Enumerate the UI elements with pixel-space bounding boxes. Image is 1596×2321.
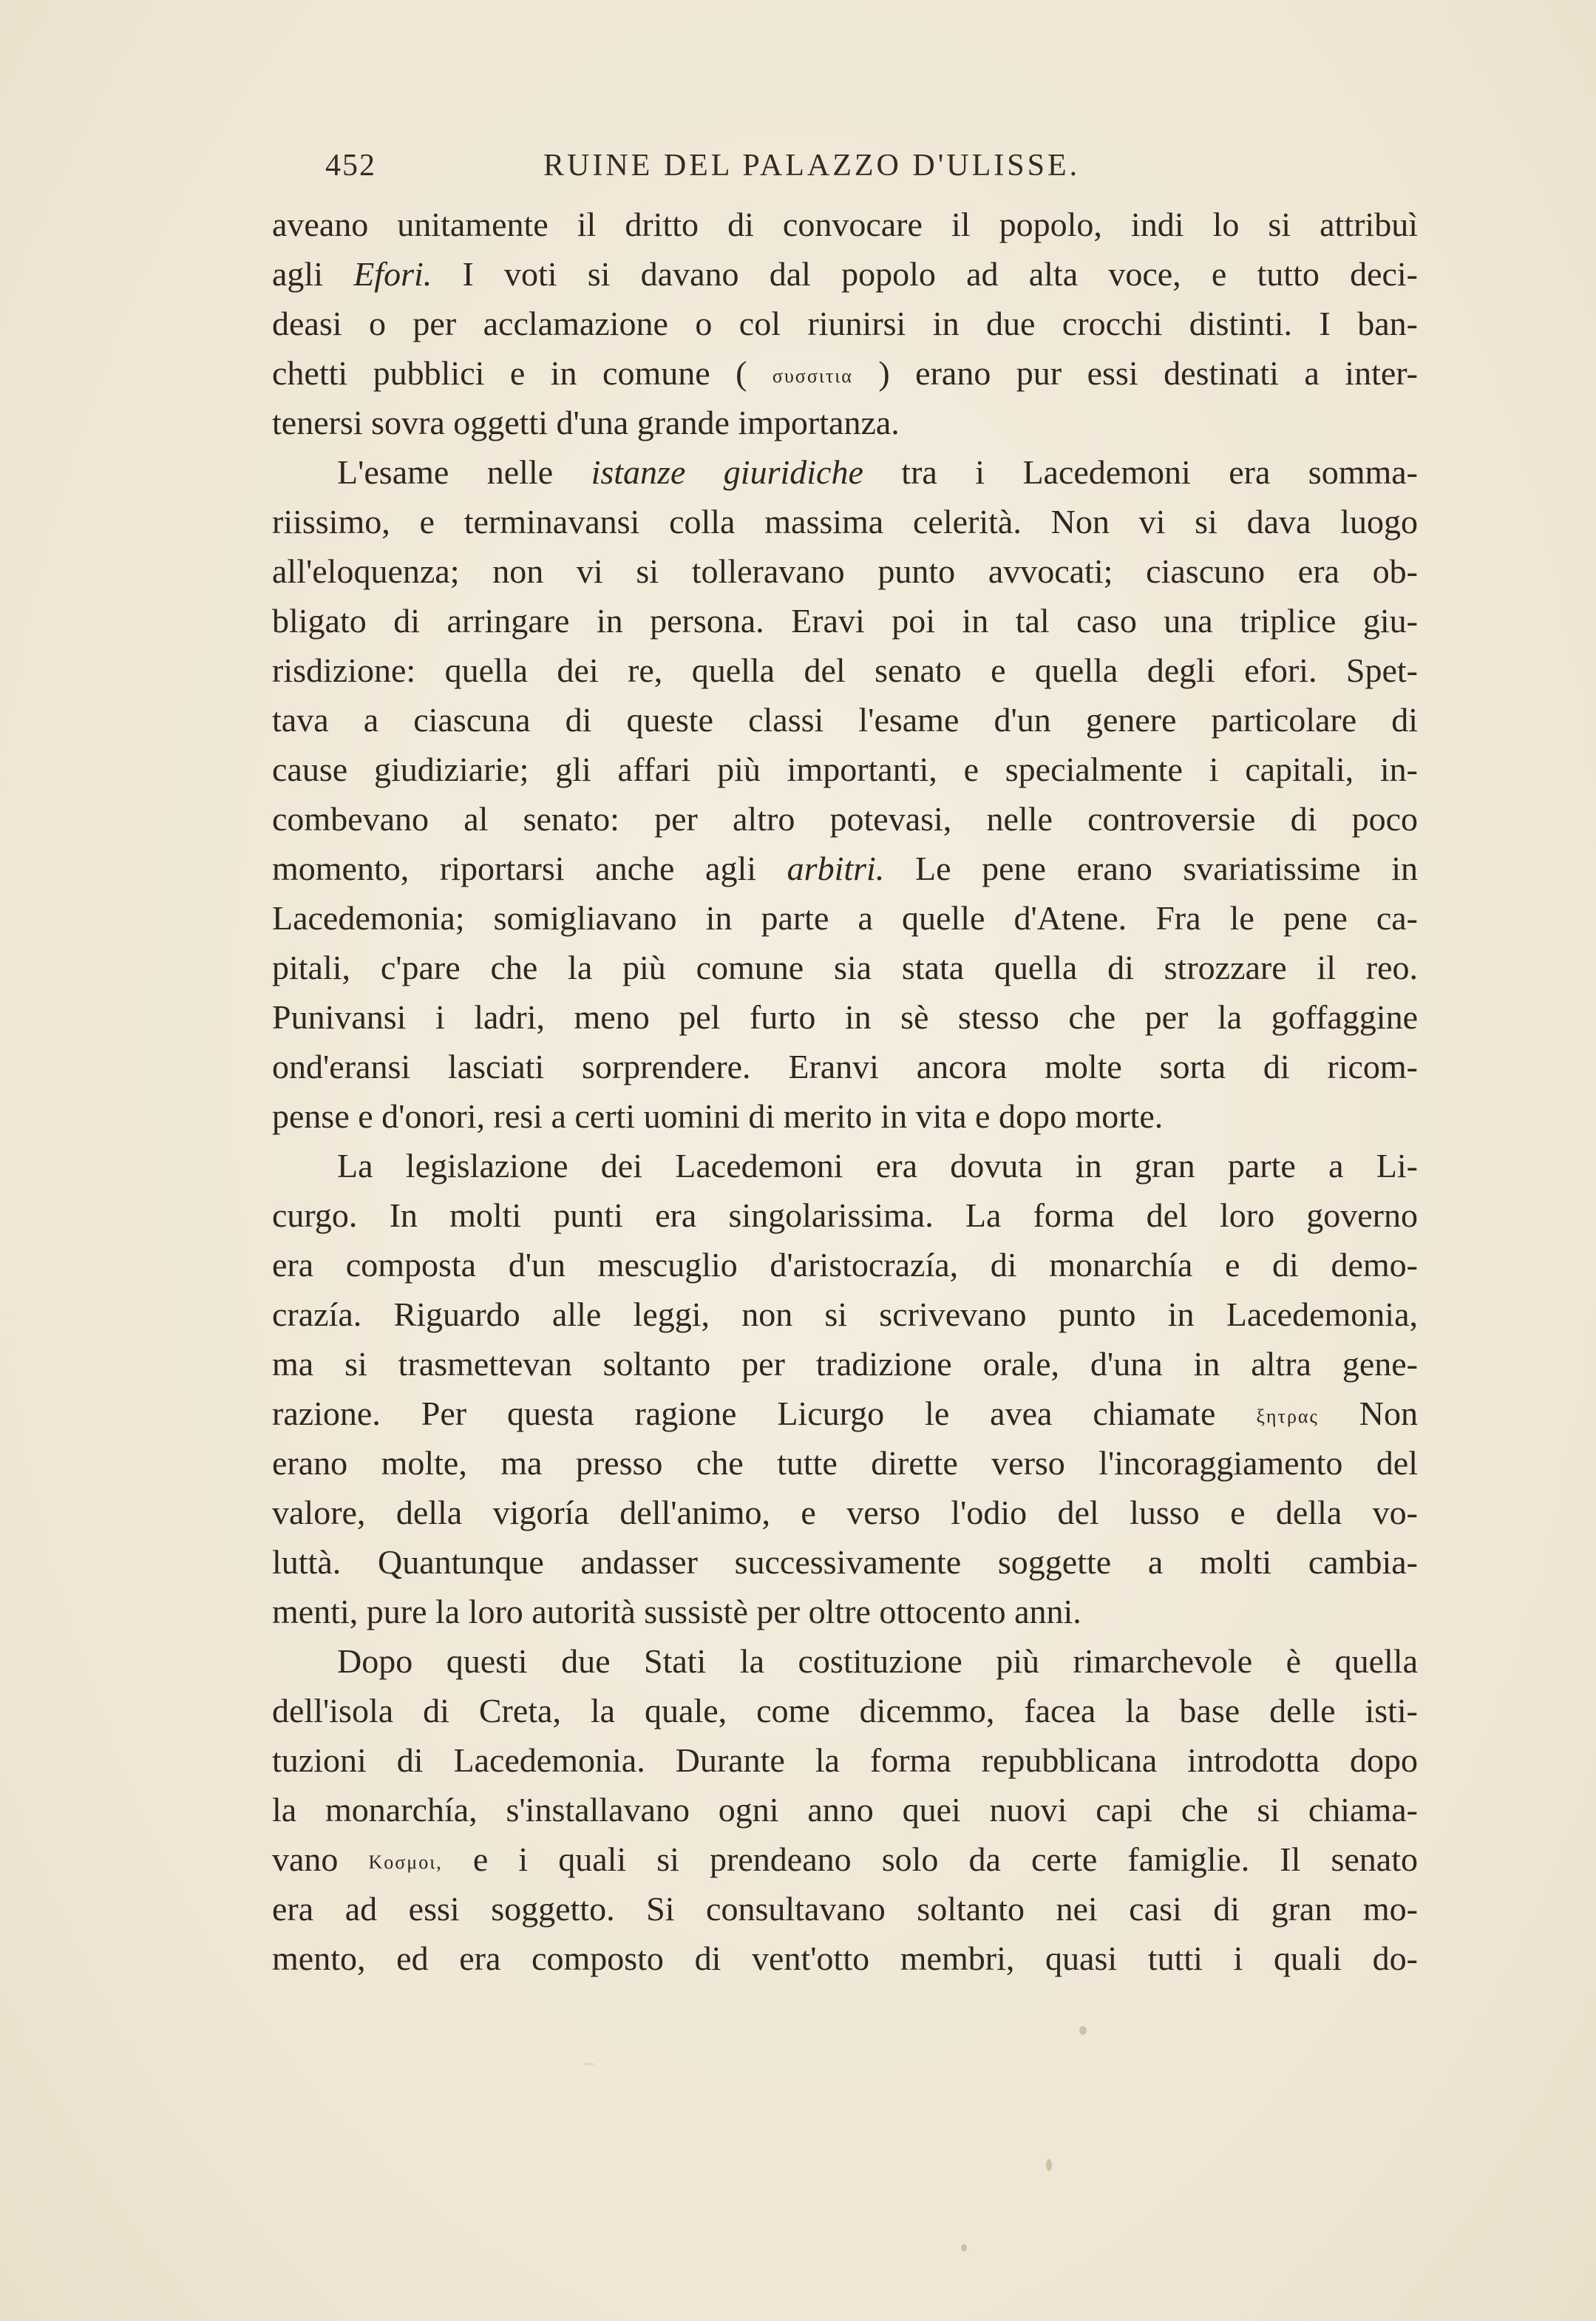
greek-term: Κοσμοι, (368, 1851, 443, 1873)
line-text: valore, della vigoría dell'animo, e verso l'odio del lusso e della vo- (272, 1494, 1418, 1531)
line-text: menti, pure la loro autorità sussistè per oltre ottocento anni. (272, 1593, 1081, 1630)
text-line (272, 695, 1418, 745)
text-line (272, 745, 1418, 794)
line-text: deasi o per acclamazione o col riunirsi in due crocchi distinti. I ban- (272, 305, 1418, 342)
text-line (272, 497, 1418, 546)
line-text: tenersi sovra oggetti d'una grande importanza. (272, 404, 900, 441)
line-text-start: L'esame nelle (337, 453, 591, 491)
text-line (272, 1686, 1418, 1735)
italic-term: Efori. (353, 255, 432, 293)
text-line (272, 1290, 1418, 1339)
text-line (272, 596, 1418, 646)
text-line (272, 646, 1418, 695)
text-line (272, 1389, 1418, 1438)
text-line (272, 398, 1418, 447)
italic-term: istanze giuridiche (591, 453, 863, 491)
text-line (272, 893, 1418, 943)
text-line (272, 1636, 1418, 1686)
line-text: riissimo, e terminavansi colla massima celerità. Non vi si dava luogo (272, 503, 1418, 541)
line-text-end: Non (1318, 1395, 1418, 1432)
line-text: pense e d'onori, resi a certi uomini di merito in vita e dopo morte. (272, 1097, 1164, 1135)
line-text: era composta d'un mescuglio d'aristocrazía, di monarchía e di demo- (272, 1246, 1418, 1284)
line-text: bligato di arringare in persona. Eravi poi in tal caso una triplice giu- (272, 602, 1418, 640)
line-text: pitali, c'pare che la più comune sia stata quella di strozzare il reo. (272, 949, 1418, 986)
line-text-end: I voti si davano dal popolo ad alta voce, e tutto deci- (432, 255, 1418, 293)
line-text-end: tra i Lacedemoni era somma- (863, 453, 1418, 491)
line-text: La legislazione dei Lacedemoni era dovuta in gran parte a Li- (337, 1147, 1418, 1185)
line-text: tuzioni di Lacedemonia. Durante la forma repubblicana introdotta dopo (272, 1741, 1418, 1779)
text-line (272, 992, 1418, 1042)
line-text: Punivansi i ladri, meno pel furto in sè stesso che per la goffaggine (272, 998, 1418, 1036)
line-text-start: momento, riportarsi anche agli (272, 850, 787, 887)
body-text (272, 200, 1418, 1983)
text-line (272, 1884, 1418, 1934)
text-line (272, 943, 1418, 992)
line-text: cause giudiziarie; gli affari più importanti, e specialmente i capitali, in- (272, 750, 1418, 788)
text-line (272, 1934, 1418, 1983)
greek-term: συσσιτια (772, 365, 853, 387)
text-line (272, 1042, 1418, 1091)
line-text: ma si trasmettevan soltanto per tradizione orale, d'una in altra gene- (272, 1345, 1418, 1383)
text-line (272, 1488, 1418, 1537)
text-line (272, 1141, 1418, 1190)
text-line (272, 1785, 1418, 1834)
paper-speck (961, 2244, 967, 2251)
line-text-start: chetti pubblici e in comune ( (272, 354, 772, 392)
line-text: erano molte, ma presso che tutte dirette verso l'incoraggiamento del (272, 1444, 1418, 1482)
text-line (272, 844, 1418, 893)
page-number: 452 (325, 149, 376, 183)
text-line (272, 1091, 1418, 1141)
line-text: dell'isola di Creta, la quale, come dicemmo, facea la base delle isti- (272, 1692, 1418, 1729)
text-line (272, 546, 1418, 596)
paper-speck (584, 2063, 594, 2065)
text-line (272, 299, 1418, 348)
text-line (272, 1190, 1418, 1240)
text-line (272, 200, 1418, 249)
line-text: aveano unitamente il dritto di convocare il popolo, indi lo si attribuì (272, 206, 1418, 243)
text-line (272, 249, 1418, 299)
line-text: tava a ciascuna di queste classi l'esame d'un genere particolare di (272, 701, 1418, 739)
text-line (272, 794, 1418, 844)
line-text: la monarchía, s'installavano ogni anno quei nuovi capi che si chiama- (272, 1791, 1418, 1829)
line-text: Dopo questi due Stati la costituzione più rimarchevole è quella (337, 1642, 1418, 1680)
text-line (272, 1587, 1418, 1636)
text-line (272, 1735, 1418, 1785)
line-text-end: Le pene erano svariatissime in (884, 850, 1418, 887)
text-line (272, 348, 1418, 398)
line-text: all'eloquenza; non vi si tolleravano punto avvocati; ciascuno era ob- (272, 552, 1418, 590)
text-line (272, 1537, 1418, 1587)
line-text: crazía. Riguardo alle leggi, non si scrivevano punto in Lacedemonia, (272, 1295, 1418, 1333)
line-text-start: razione. Per questa ragione Licurgo le avea chiamate (272, 1395, 1257, 1432)
line-text: Lacedemonia; somigliavano in parte a quelle d'Atene. Fra le pene ca- (272, 899, 1418, 937)
line-text-start: agli (272, 255, 354, 293)
paper-speck (1046, 2159, 1052, 2171)
paper-speck (1079, 2026, 1087, 2035)
line-text: ond'eransi lasciati sorprendere. Eranvi ancora molte sorta di ricom- (272, 1048, 1418, 1085)
page-header (325, 148, 1138, 192)
text-line (272, 1834, 1418, 1884)
running-head: RUINE DEL PALAZZO D'ULISSE. (543, 149, 1081, 183)
italic-term: arbitri. (787, 850, 885, 887)
text-line (272, 1339, 1418, 1389)
line-text: mento, ed era composto di vent'otto membri, quasi tutti i quali do- (272, 1939, 1418, 1977)
line-text: curgo. In molti punti era singolarissima. La forma del loro governo (272, 1196, 1418, 1234)
line-text: combevano al senato: per altro potevasi, nelle controversie di poco (272, 800, 1418, 838)
line-text: luttà. Quantunque andasser successivamente soggette a molti cambia- (272, 1543, 1418, 1581)
text-line (272, 1240, 1418, 1290)
line-text-end: ) erano pur essi destinati a inter- (852, 354, 1418, 392)
line-text-end: e i quali si prendeano solo da certe famiglie. Il senato (442, 1840, 1418, 1878)
line-text: risdizione: quella dei re, quella del senato e quella degli efori. Spet- (272, 651, 1418, 689)
text-line (272, 1438, 1418, 1488)
line-text-start: vano (272, 1840, 369, 1878)
greek-term: ξητρας (1256, 1406, 1319, 1427)
line-text: era ad essi soggetto. Si consultavano soltanto nei casi di gran mo- (272, 1890, 1418, 1928)
text-line (272, 447, 1418, 497)
